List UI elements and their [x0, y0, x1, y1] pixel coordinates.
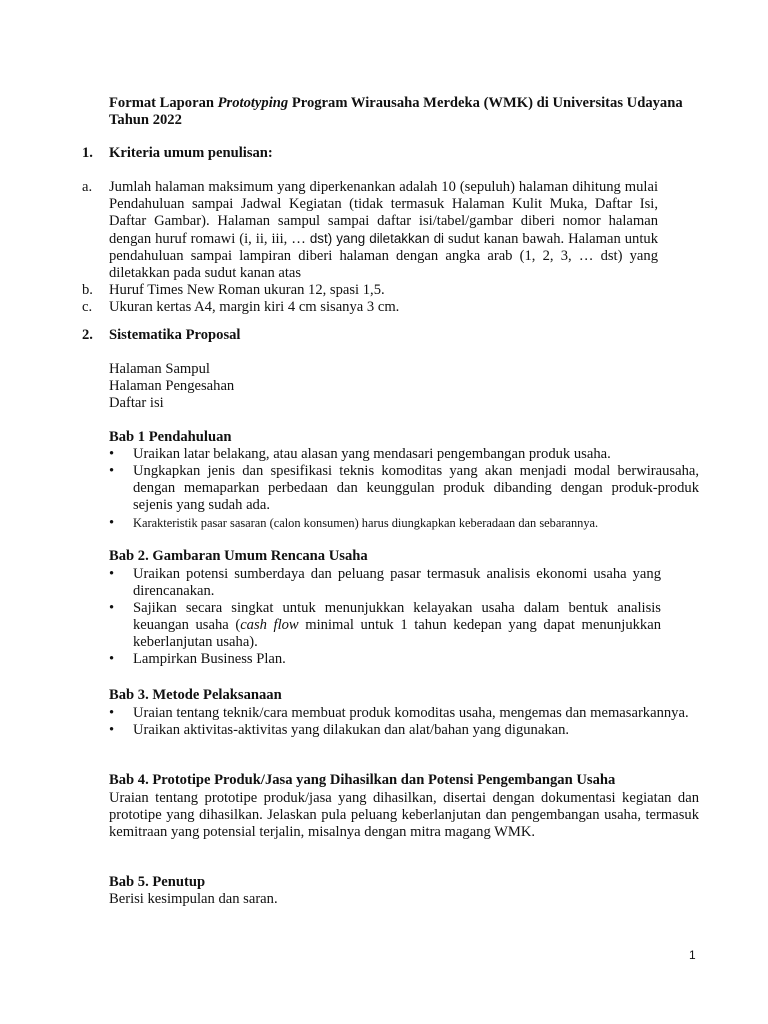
list-item: • Uraikan aktivitas-aktivitas yang dilakukan dan alat/bahan yang digunakan. [109, 722, 570, 738]
bab-1-bullets [109, 446, 699, 532]
document-title: Format Laporan Prototyping Program Wirausaha Merdeka (WMK) di Universitas Udayana Tahun 2022 [109, 95, 683, 128]
bullet-icon: • [109, 600, 115, 616]
list-item: • Uraian tentang teknik/cara membuat produk komoditas usaha, mengemas dan memasarkannya. [109, 705, 689, 721]
list-item: Daftar isi [109, 395, 164, 411]
list-item: b. Huruf Times New Roman ukuran 12, spasi 1,5. [82, 282, 385, 298]
list-item: • Uraikan latar belakang, atau alasan yang mendasari pengembangan produk usaha. [109, 446, 611, 462]
bullet-icon: • [109, 651, 115, 667]
page-number: 1 [689, 948, 696, 962]
bab-5-heading: Bab 5. Penutup [109, 874, 206, 890]
bab-4-heading: Bab 4. Prototipe Produk/Jasa yang Dihasilkan dan Potensi Pengembangan Usaha [109, 772, 616, 788]
front-matter-list [109, 361, 234, 412]
list-item: • Ungkapkan jenis dan spesifikasi teknis komoditas yang akan menjadi modal berwirausaha, dengan memaparkan perbedaan dan keunggulan produk dibanding dengan produk-produk sejenis yang sudah ada. [109, 463, 699, 513]
bab-2-heading: Bab 2. Gambaran Umum Rencana Usaha [109, 548, 368, 564]
bab-2-bullets [109, 566, 661, 668]
section-1-heading: 1. Kriteria umum penulisan: [82, 145, 273, 161]
list-item: • Sajikan secara singkat untuk menunjukkan kelayakan usaha dalam bentuk analisis keuangan usaha (cash flow minimal untuk 1 tahun kedepan yang dapat menunjukkan keberlanjutan usaha). [109, 600, 661, 650]
list-item: • Karakteristik pasar sasaran (calon konsumen) harus diungkapkan keberadaan dan sebarannya. [109, 515, 599, 531]
list-item: • Uraikan potensi sumberdaya dan peluang pasar termasuk analisis ekonomi usaha yang direncanakan. [109, 566, 661, 599]
bullet-icon: • [109, 463, 115, 479]
bullet-icon: • [109, 722, 115, 738]
list-item: a. Jumlah halaman maksimum yang diperkenankan adalah 10 (sepuluh) halaman dihitung mulai Pendahuluan sampai Jadwal Kegiatan (tidak termasuk Halaman Kulit Muka, Daftar Isi, Daftar Gambar). Halaman sampul sampai daftar isi/tabel/gambar diberi nomor halaman dengan huruf romawi (i, ii, iii, … dst) yang diletakkan di sudut kanan bawah. Halaman untuk pendahuluan sampai lampiran diberi halaman dengan angka arab (1, 2, 3, … dst) yang diletakkan pada sudut kanan atas [82, 179, 658, 281]
bab-1-heading: Bab 1 Pendahuluan [109, 429, 232, 445]
bab-3-bullets [109, 705, 699, 739]
bullet-icon: • [109, 566, 115, 582]
list-item: Halaman Pengesahan [109, 378, 235, 394]
bullet-icon: • [109, 446, 115, 462]
criteria-list [82, 179, 658, 316]
bullet-icon: • [109, 515, 115, 531]
list-item: Halaman Sampul [109, 361, 210, 377]
list-item: c. Ukuran kertas A4, margin kiri 4 cm sisanya 3 cm. [82, 299, 400, 315]
bab-3-heading: Bab 3. Metode Pelaksanaan [109, 687, 282, 703]
section-2-heading: 2. Sistematika Proposal [82, 327, 241, 343]
bab-5-text: Berisi kesimpulan dan saran. [109, 891, 278, 907]
list-item: • Lampirkan Business Plan. [109, 651, 286, 667]
title-italic: Prototyping [217, 95, 289, 111]
bab-4-text: Uraian tentang prototipe produk/jasa yang dihasilkan, disertai dengan dokumentasi kegiatan dan prototipe yang dihasilkan. Jelaskan pula peluang keberlanjutan dan pengembangan usaha, termasuk kemitraan yang potensial terjalin, misalnya dengan mitra magang WMK. [109, 790, 699, 840]
bullet-icon: • [109, 705, 115, 721]
